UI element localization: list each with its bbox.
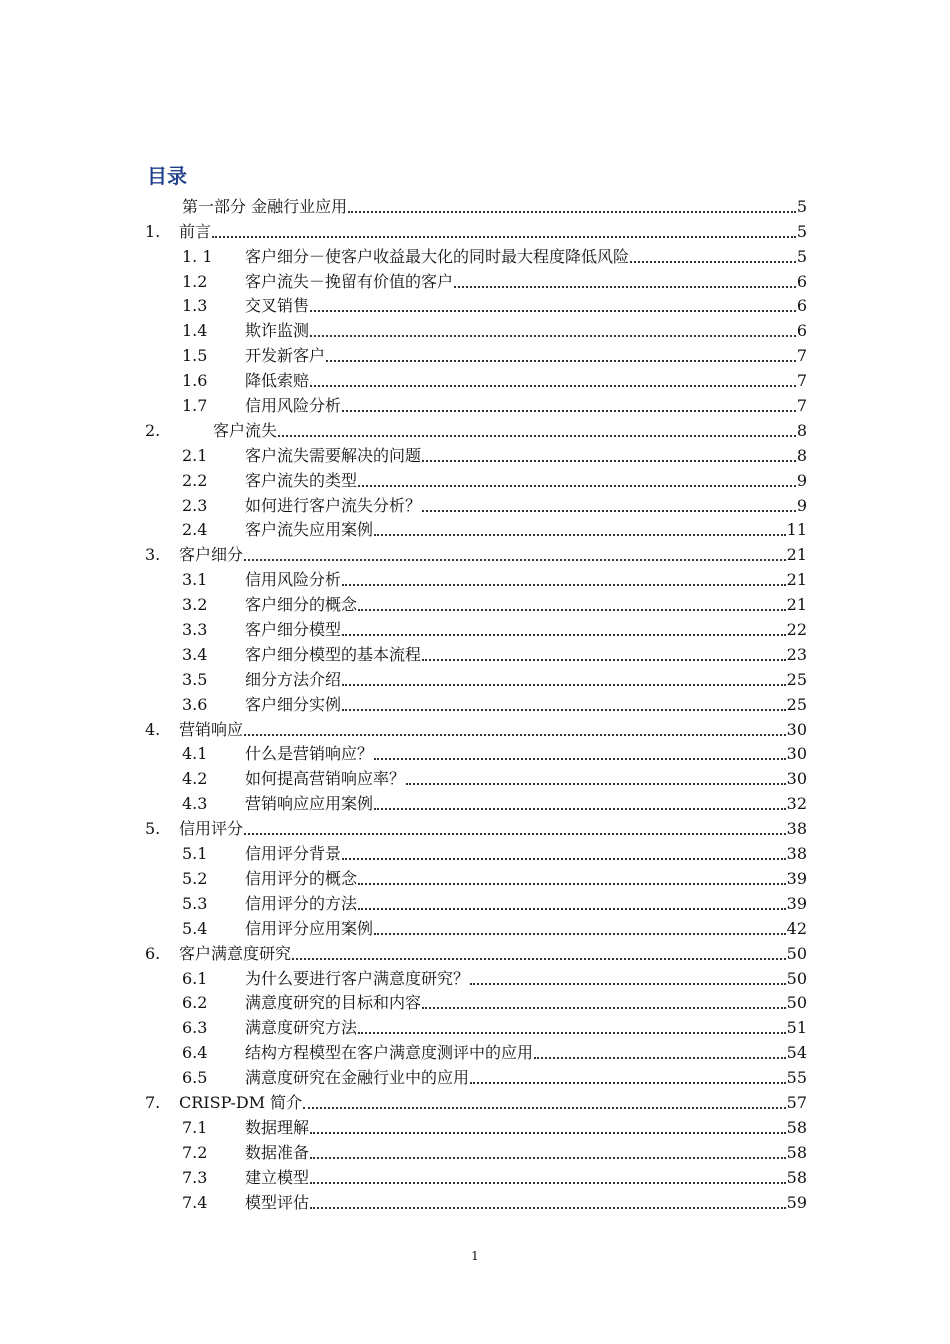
toc-entry-title: 营销响应应用案例: [245, 794, 374, 814]
toc-entry-number: 7.1: [182, 1117, 208, 1137]
toc-entry[interactable]: [145, 491, 807, 516]
toc-entry-number: 5.2: [182, 868, 208, 888]
toc-entry-number: 3.3: [182, 620, 208, 640]
dot-leader: [358, 1032, 786, 1034]
toc-entry-title: 信用评分应用案例: [245, 918, 374, 938]
toc-entry-title: 客户满意度研究: [179, 943, 292, 963]
toc-entry[interactable]: [145, 839, 807, 864]
toc-entry[interactable]: [145, 540, 807, 565]
toc-entry-title: 客户细分－使客户收益最大化的同时最大程度降低风险: [245, 246, 630, 266]
toc-entry-page: 21: [786, 595, 807, 615]
dot-leader: [342, 634, 786, 636]
dot-leader: [326, 360, 796, 362]
toc-entry[interactable]: [145, 1088, 807, 1113]
toc-entry-page: 9: [796, 495, 807, 515]
toc-entry-page: 8: [796, 445, 807, 465]
toc-entry-number: 3.4: [182, 644, 208, 664]
dot-leader: [342, 858, 786, 860]
toc-entry-number: 2.2: [182, 470, 208, 490]
toc-entry-number: 1.4: [182, 321, 208, 341]
toc-entry-page: 7: [796, 371, 807, 391]
toc-entry-page: 9: [796, 470, 807, 490]
dot-leader: [244, 559, 786, 561]
toc-entry-number: 5.1: [182, 844, 208, 864]
dot-leader: [310, 1157, 786, 1159]
toc-entry-title: 前言: [179, 221, 212, 241]
toc-entry-title: 结构方程模型在客户满意度测评中的应用: [245, 1043, 534, 1063]
toc-entry-number: 1.2: [182, 271, 208, 291]
toc-entry-page: 23: [786, 644, 807, 664]
toc-entry-number: 1.5: [182, 346, 208, 366]
dot-leader: [470, 983, 786, 985]
toc-entry-page: 30: [786, 769, 807, 789]
dot-leader: [454, 286, 796, 288]
toc-entry-number: 7.2: [182, 1142, 208, 1162]
toc-entry[interactable]: [145, 964, 807, 989]
toc-entry[interactable]: [145, 292, 807, 317]
toc-entry-number: 4.3: [182, 794, 208, 814]
toc-entry-title: 模型评估: [245, 1192, 310, 1212]
toc-entry-page: 58: [786, 1167, 807, 1187]
toc-entry-title: 欺诈监测: [245, 321, 310, 341]
toc-entry-number: 3.1: [182, 570, 208, 590]
toc-entry-title: 数据理解: [245, 1117, 310, 1137]
toc-entry-title: 开发新客户: [245, 346, 326, 366]
toc-entry-title: CRISP-DM 简介: [179, 1092, 303, 1112]
toc-entry-title: 客户细分模型的基本流程: [245, 644, 422, 664]
toc-entry-title: 数据准备: [245, 1142, 310, 1162]
toc-entry[interactable]: [145, 1138, 807, 1163]
toc-entry-number: 1.7: [182, 396, 208, 416]
toc-entry-page: 51: [786, 1018, 807, 1038]
toc-entry-title: 满意度研究方法: [245, 1018, 358, 1038]
toc-entry-title: 客户流失－挽留有价值的客户: [245, 271, 454, 291]
toc-entry-title: 信用评分的方法: [245, 893, 358, 913]
toc-entry[interactable]: [145, 441, 807, 466]
toc-entry-number: 6.: [145, 943, 161, 963]
toc-entry-title: 客户流失需要解决的问题: [245, 445, 422, 465]
toc-entry-number: 4.: [145, 719, 161, 739]
toc-entry[interactable]: [145, 789, 807, 814]
toc-entry[interactable]: [145, 764, 807, 789]
toc-entry-page: 54: [786, 1043, 807, 1063]
dot-leader: [310, 335, 796, 337]
toc-entry-page: 30: [786, 719, 807, 739]
toc-entry[interactable]: [145, 665, 807, 690]
toc-entry-title: 客户细分模型: [245, 620, 342, 640]
toc-entry-number: 4.2: [182, 769, 208, 789]
toc-entry-title: 如何进行客户流失分析？: [245, 495, 422, 515]
toc-entry-page: 6: [796, 321, 807, 341]
toc-entry-title: 客户细分: [179, 545, 244, 565]
toc-entry-page: 30: [786, 744, 807, 764]
toc-entry[interactable]: [145, 1013, 807, 1038]
table-of-contents: [145, 192, 807, 1213]
toc-entry-number: 6.1: [182, 968, 208, 988]
dot-leader: [630, 261, 796, 263]
toc-entry-page: 8: [796, 420, 807, 440]
page-number: 1: [471, 1249, 479, 1263]
toc-entry-title: 信用评分背景: [245, 844, 342, 864]
dot-leader: [292, 958, 786, 960]
toc-entry-number: 7.4: [182, 1192, 208, 1212]
toc-entry-number: 5.3: [182, 893, 208, 913]
dot-leader: [374, 534, 786, 536]
toc-entry[interactable]: [145, 939, 807, 964]
toc-entry-title: 建立模型: [245, 1167, 310, 1187]
dot-leader: [374, 808, 786, 810]
toc-entry-number: 2.3: [182, 495, 208, 515]
toc-entry-number: 7.3: [182, 1167, 208, 1187]
toc-entry-page: 11: [786, 520, 807, 540]
dot-leader: [310, 310, 796, 312]
toc-entry-title: 信用风险分析: [245, 570, 342, 590]
toc-entry-title: 如何提高营销响应率？: [245, 769, 406, 789]
dot-leader: [342, 684, 786, 686]
toc-entry-title: 客户流失应用案例: [245, 520, 374, 540]
toc-entry-page: 39: [786, 893, 807, 913]
toc-entry-page: 7: [796, 346, 807, 366]
dot-leader: [406, 783, 786, 785]
toc-entry-page: 50: [786, 968, 807, 988]
dot-leader: [310, 1182, 786, 1184]
toc-entry-number: 1.6: [182, 371, 208, 391]
toc-entry-number: 5.: [145, 819, 161, 839]
toc-entry-number: 1.3: [182, 296, 208, 316]
toc-entry-page: 38: [786, 844, 807, 864]
toc-entry[interactable]: [145, 1038, 807, 1063]
dot-leader: [374, 758, 786, 760]
toc-entry-number: 1.: [145, 221, 161, 241]
toc-entry-page: 50: [786, 943, 807, 963]
toc-entry-number: 2.1: [182, 445, 208, 465]
dot-leader: [342, 709, 786, 711]
toc-entry-title: 信用评分的概念: [245, 868, 358, 888]
dot-leader: [342, 410, 796, 412]
toc-entry[interactable]: [145, 242, 807, 267]
toc-entry[interactable]: [145, 989, 807, 1014]
dot-leader: [342, 584, 786, 586]
toc-entry-number: 2.4: [182, 520, 208, 540]
toc-entry-page: 22: [786, 620, 807, 640]
dot-leader: [348, 211, 796, 213]
toc-entry-title: 交叉销售: [245, 296, 310, 316]
toc-entry-title: 客户流失的类型: [245, 470, 358, 490]
toc-entry[interactable]: [145, 914, 807, 939]
toc-entry-page: 25: [786, 669, 807, 689]
dot-leader: [303, 1107, 785, 1109]
toc-entry[interactable]: [145, 590, 807, 615]
toc-entry-page: 5: [796, 221, 807, 241]
toc-entry[interactable]: [145, 889, 807, 914]
dot-leader: [244, 734, 786, 736]
toc-entry-title: 降低索赔: [245, 371, 310, 391]
toc-entry-page: 32: [786, 794, 807, 814]
dot-leader: [374, 933, 786, 935]
toc-entry-page: 57: [786, 1092, 807, 1112]
toc-entry-number: 3.: [145, 545, 161, 565]
dot-leader: [310, 1132, 786, 1134]
toc-entry[interactable]: [145, 366, 807, 391]
toc-entry[interactable]: [145, 316, 807, 341]
dot-leader: [358, 883, 786, 885]
toc-entry-title: 满意度研究在金融行业中的应用: [245, 1068, 470, 1088]
toc-entry[interactable]: [145, 1063, 807, 1088]
toc-entry-page: 50: [786, 993, 807, 1013]
toc-entry[interactable]: [145, 1163, 807, 1188]
toc-entry-number: 2.: [145, 420, 161, 440]
toc-entry-number: 1. 1: [182, 246, 213, 266]
toc-entry[interactable]: [145, 640, 807, 665]
toc-entry-number: 3.2: [182, 595, 208, 615]
dot-leader: [358, 485, 796, 487]
toc-entry-page: 5: [796, 246, 807, 266]
toc-entry-page: 6: [796, 271, 807, 291]
toc-entry-title: 细分方法介绍: [245, 669, 342, 689]
toc-entry[interactable]: [145, 715, 807, 740]
toc-entry[interactable]: [145, 217, 807, 242]
dot-leader: [422, 460, 796, 462]
toc-entry-title: 满意度研究的目标和内容: [245, 993, 422, 1013]
toc-entry-title: 第一部分 金融行业应用: [182, 196, 348, 216]
toc-entry[interactable]: [145, 740, 807, 765]
toc-entry-number: 4.1: [182, 744, 208, 764]
toc-entry-number: 6.4: [182, 1043, 208, 1063]
toc-entry-page: 58: [786, 1142, 807, 1162]
dot-leader: [358, 609, 786, 611]
dot-leader: [358, 908, 786, 910]
toc-entry[interactable]: [145, 1188, 807, 1213]
dot-leader: [422, 510, 796, 512]
toc-entry-number: 6.3: [182, 1018, 208, 1038]
toc-entry-page: 5: [796, 196, 807, 216]
toc-entry-number: 5.4: [182, 918, 208, 938]
toc-entry-page: 59: [786, 1192, 807, 1212]
toc-entry[interactable]: [145, 1113, 807, 1138]
toc-entry[interactable]: [145, 192, 807, 217]
toc-entry[interactable]: [145, 565, 807, 590]
toc-entry-title: 为什么要进行客户满意度研究？: [245, 968, 470, 988]
toc-entry[interactable]: [145, 615, 807, 640]
toc-entry-page: 58: [786, 1117, 807, 1137]
toc-entry[interactable]: [145, 690, 807, 715]
toc-entry-number: 6.5: [182, 1068, 208, 1088]
toc-entry-page: 42: [786, 918, 807, 938]
toc-entry-page: 21: [786, 545, 807, 565]
toc-entry-page: 55: [786, 1068, 807, 1088]
toc-entry-title: 营销响应: [179, 719, 244, 739]
toc-entry[interactable]: [145, 267, 807, 292]
toc-entry-number: 7.: [145, 1092, 161, 1112]
toc-entry[interactable]: [145, 466, 807, 491]
toc-entry-number: 3.6: [182, 694, 208, 714]
dot-leader: [244, 833, 786, 835]
toc-entry[interactable]: [145, 516, 807, 541]
dot-leader: [422, 659, 786, 661]
toc-entry-page: 38: [786, 819, 807, 839]
toc-entry-page: 6: [796, 296, 807, 316]
toc-entry-page: 39: [786, 868, 807, 888]
toc-entry-title: 客户流失: [213, 420, 278, 440]
toc-entry-page: 21: [786, 570, 807, 590]
toc-entry-title: 信用评分: [179, 819, 244, 839]
toc-entry[interactable]: [145, 391, 807, 416]
toc-title: 目录: [147, 164, 187, 188]
toc-entry[interactable]: [145, 341, 807, 366]
toc-entry[interactable]: [145, 864, 807, 889]
dot-leader: [278, 435, 796, 437]
dot-leader: [212, 236, 796, 238]
toc-entry-title: 客户细分实例: [245, 694, 342, 714]
toc-entry-title: 客户细分的概念: [245, 595, 358, 615]
toc-entry-number: 3.5: [182, 669, 208, 689]
dot-leader: [534, 1057, 786, 1059]
toc-entry-number: 6.2: [182, 993, 208, 1013]
dot-leader: [422, 1007, 786, 1009]
toc-entry-page: 7: [796, 396, 807, 416]
toc-entry[interactable]: [145, 814, 807, 839]
toc-entry[interactable]: [145, 416, 807, 441]
toc-entry-title: 什么是营销响应？: [245, 744, 374, 764]
toc-entry-page: 25: [786, 694, 807, 714]
dot-leader: [310, 1207, 786, 1209]
dot-leader: [310, 385, 796, 387]
dot-leader: [470, 1082, 786, 1084]
toc-entry-title: 信用风险分析: [245, 396, 342, 416]
